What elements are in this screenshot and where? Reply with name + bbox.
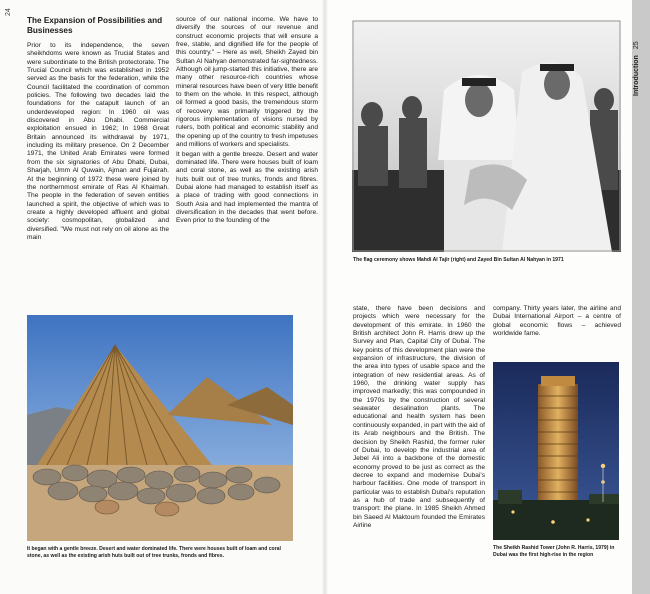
paragraph: Prior to its independence, the seven sheikhdoms were known as Trucial States and were subordinate to the British protectorate. The Trucial Council which was established in 1952 served as the basis for the federation, while the Council facilitated the coordination of common policies. The following two decades laid the foundations for the catapult launch of an underdeveloped region: In 1960 oil was discovered in Abu Dhabi. Commercial exploitation ensued in 1962; In 1968 Great Britain announced its withdrawal by 1971, including its military presence. On 2 December 1971, the United Arab Emirates were formed from the six signatories of Abu Dhabi, Dubai, Sharjah, Umm Al Quwain, Ajman and Fujairah. At the beginning of 1972 these were joined by the northernmost emirate of Ras Al Khaimah. The people in the federation of seven entities launched a spirit, the objective of which was to create a highly developed affluent and global society: cosmopolitan, globalized and diversified. "We must not rely on oil alone as the main [27, 42, 169, 241]
arish-huts-image [27, 315, 293, 541]
paragraph: It began with a gentle breeze. Desert and water dominated life. There were houses built of loam and coral stone, as well as the existing arish huts built out of tree trunks, fronds and fibres. Dubai alone had managed to establish itself as a place of trading with good connections in South Asia and had implemented the mantra of diversification in the decades that went before. Even prior to the founding of the [176, 150, 318, 225]
sheikh-rashid-tower-photo [493, 362, 619, 540]
side-tab-label [633, 6, 640, 96]
huts-photo-caption: It began with a gentle breeze. Desert and water dominated life. There were houses built of loam and coral stone, as well as the existing arish huts built out of tree trunks, fronds and fibres. [27, 546, 281, 559]
text-column-2 [176, 16, 318, 227]
paragraph: company. Thirty years later, the airline and Dubai International Airport – a centre of global economic flows – achieved worldwide fame. [493, 305, 621, 338]
paragraph: source of our national income. We have to diversify the sources of our revenue and construct economic projects that will ensure a free, stable, and dignified life for the people of this country." – Here as well, Sheikh Zayed bin Sultan Al Nahyan demonstrated far-sightedness. Although oil jump-started this initiative, there are many other resource-rich countries whose mineral resources have been of very little benefit to them on the whole. In this respect, although oil formed a good basis, the tremendous storm of recovery was primarily triggered by the rigorous implementation of visions nursed by rulers, both political and economic stability and the opening up of the country to fresh impetuses and millions of workers and specialists. [176, 16, 318, 149]
section-side-tab [632, 0, 650, 594]
paragraph: state, there have been decisions and projects which were necessary for the development of this emirate. In 1960 the British architect John R. Harris drew up the Survey and Plan, Capital City of Dubai. The key points of this development plan were the expansion of infrastructure, the division of the area into types of usable space and the integration of new residential areas. As of 1960, the drinking water supply has improved markedly; this was compounded in the 1970s by the construction of several seawater desalination plants. The educational and health system has been continuously expanded, in part with the aid of its Arab neighbours and the British. The decision by Sheikh Rashid, the former ruler of Dubai, to develop the industrial area of Jebel Ali into a backbone of the domestic economy proved to be just as correct as the decree to expand and modernise Dubai's harbour facilities. One mode of transport in particular was to establish Dubai's reputation as a hub of trade and subsequently of transport: the plane. In 1985 Sheikh Ahmed bin Saeed Al Maktoum founded the Emirates Airline [353, 305, 485, 529]
flag-ceremony-image [352, 20, 621, 252]
side-tab-title: Introduction [633, 55, 640, 96]
text-column-4 [493, 305, 621, 339]
flag-photo-caption: The flag ceremony shows Mahdi Al Tajir (right) and Zayed Bin Sultan Al Nahyan in 1971 [353, 257, 564, 263]
tower-image [493, 362, 619, 540]
text-column-1 [27, 16, 169, 243]
arish-huts-photo [27, 315, 293, 541]
tower-photo-caption: The Sheikh Rashid Tower (John R. Harris, 1979) in Dubai was the first high-rise in the region [493, 545, 615, 558]
page-number-left: 24 [5, 8, 12, 16]
book-gutter [322, 0, 328, 594]
section-heading: The Expansion of Possibilities and Businesses [27, 16, 163, 35]
flag-ceremony-photo [352, 20, 621, 252]
text-column-3 [353, 305, 485, 531]
page-number-right: 25 [633, 41, 640, 50]
